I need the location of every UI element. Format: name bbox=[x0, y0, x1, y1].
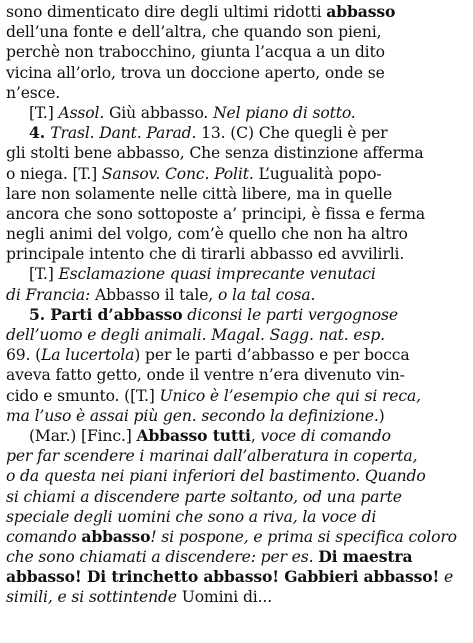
text-line bbox=[6, 365, 473, 385]
text-segment: o niega. [T.] bbox=[6, 164, 102, 183]
text-line bbox=[6, 325, 473, 345]
italic-text: Sansov. Conc. Polit. bbox=[101, 164, 254, 183]
italic-text: che sono chiamati a discendere: per es. bbox=[6, 548, 319, 567]
text-line bbox=[6, 285, 473, 305]
text-line bbox=[6, 386, 473, 406]
text-segment: [T.] bbox=[29, 103, 59, 122]
italic-text: speciale degli uomini che sono a riva, la voce di bbox=[6, 507, 377, 526]
bold-text: abbasso bbox=[326, 2, 396, 21]
text-line bbox=[6, 487, 473, 507]
italic-text: di Francia: bbox=[6, 285, 91, 304]
italic-text: e bbox=[439, 568, 454, 587]
text-line bbox=[6, 406, 473, 426]
italic-text: dell’uomo e degli animali. Magal. Sagg. nat. esp. bbox=[6, 326, 385, 344]
bold-text: Di maestra bbox=[318, 547, 413, 567]
italic-text: Esclamazione quasi imprecante venutaci bbox=[58, 265, 376, 284]
text-line bbox=[6, 103, 473, 123]
italic-text: diconsi le parti vergognose bbox=[182, 305, 398, 324]
text-segment: lare non solamente nelle città libere, ma in quelle bbox=[6, 184, 393, 203]
text-line bbox=[6, 567, 473, 587]
dictionary-entry-text bbox=[6, 2, 473, 608]
text-line bbox=[6, 587, 473, 607]
italic-text: voce di comando bbox=[260, 426, 391, 445]
text-segment: 69. ( bbox=[6, 346, 42, 365]
text-segment: vicina all’orlo, trova un doccione aperto, onde se bbox=[6, 63, 385, 82]
italic-text: comando bbox=[6, 527, 82, 546]
text-segment: gli stolti bene abbasso, Che senza distinzione afferma bbox=[6, 144, 424, 163]
text-segment: Giù abbasso. bbox=[104, 103, 214, 122]
text-line bbox=[6, 507, 473, 527]
text-line bbox=[6, 305, 473, 325]
italic-text: o la tal cosa. bbox=[217, 285, 316, 304]
text-segment: perchè non trabocchino, giunta l’acqua a un dito bbox=[6, 43, 385, 62]
italic-text: per far scendere i marinai dall’alberatura in coperta, bbox=[6, 447, 418, 466]
italic-text: Nel piano di sotto. bbox=[213, 103, 356, 122]
text-line bbox=[6, 123, 473, 143]
text-line bbox=[6, 143, 473, 163]
text-line bbox=[6, 446, 473, 466]
text-line bbox=[6, 22, 473, 42]
italic-text: si chiami a discendere parte soltanto, od una parte bbox=[6, 487, 402, 506]
text-segment: sono dimenticato dire degli ultimi ridotti bbox=[6, 3, 327, 21]
italic-text: Unico è l’esempio che qui si reca, bbox=[159, 386, 421, 405]
text-line bbox=[6, 527, 473, 547]
text-segment: (Mar.) [Finc.] bbox=[29, 426, 137, 445]
text-segment: L’ugualità popo- bbox=[253, 164, 382, 183]
text-line bbox=[6, 184, 473, 204]
text-segment: n’esce. bbox=[6, 83, 61, 102]
text-segment: ) bbox=[378, 406, 385, 425]
italic-text: o da questa nei piani inferiori del bastimento. Quando bbox=[6, 467, 426, 486]
text-line bbox=[6, 426, 473, 446]
italic-text: La lucertola bbox=[41, 346, 135, 365]
text-segment: Uomini di... bbox=[176, 588, 273, 607]
bold-text: abbasso! Di trinchetto abbasso! Gabbieri abbasso! bbox=[6, 567, 440, 587]
text-line bbox=[6, 345, 473, 365]
text-line bbox=[6, 547, 473, 567]
text-segment: 13. (C) Che quegli è per bbox=[196, 124, 388, 143]
text-segment: dell’una fonte e dell’altra, che quando son pieni, bbox=[6, 23, 382, 42]
bold-text: abbasso bbox=[81, 526, 151, 546]
italic-text: ! bbox=[150, 527, 162, 546]
text-segment: , bbox=[250, 426, 261, 445]
text-segment: cido e smunto. ([T.] bbox=[6, 386, 160, 405]
text-line bbox=[6, 63, 473, 83]
text-line bbox=[6, 2, 473, 22]
text-line bbox=[6, 83, 473, 103]
italic-text: Trasl. Dant. Parad. bbox=[50, 124, 197, 143]
text-line bbox=[6, 164, 473, 184]
bold-text: 4. bbox=[29, 123, 51, 143]
italic-text: Assol. bbox=[58, 103, 105, 122]
text-line bbox=[6, 244, 473, 264]
italic-text: simili, e si sottintende bbox=[6, 588, 177, 607]
italic-text: si pospone, e prima si specifica coloro bbox=[161, 527, 457, 546]
text-segment: ) per le parti d’abbasso e per bocca bbox=[134, 346, 410, 365]
text-line bbox=[6, 264, 473, 284]
text-line bbox=[6, 204, 473, 224]
text-segment: principale intento che di tirarli abbasso ed avvilirli. bbox=[6, 245, 405, 264]
text-line bbox=[6, 42, 473, 62]
text-segment: ancora che sono sottoposte a’ principi, è fissa e ferma bbox=[6, 204, 426, 223]
text-line bbox=[6, 224, 473, 244]
italic-text: ma l’uso è assai più gen. secondo la definizione. bbox=[6, 406, 379, 425]
text-segment: negli animi del volgo, com’è quello che non ha altro bbox=[6, 225, 408, 244]
text-segment: Abbasso il tale, bbox=[90, 285, 218, 304]
bold-text: 5. Parti d’abbasso bbox=[29, 304, 183, 324]
bold-text: Abbasso tutti bbox=[136, 425, 251, 445]
text-segment: [T.] bbox=[29, 265, 59, 284]
text-line bbox=[6, 466, 473, 486]
text-segment: aveva fatto getto, onde il ventre n’era divenuto vin- bbox=[6, 366, 405, 385]
